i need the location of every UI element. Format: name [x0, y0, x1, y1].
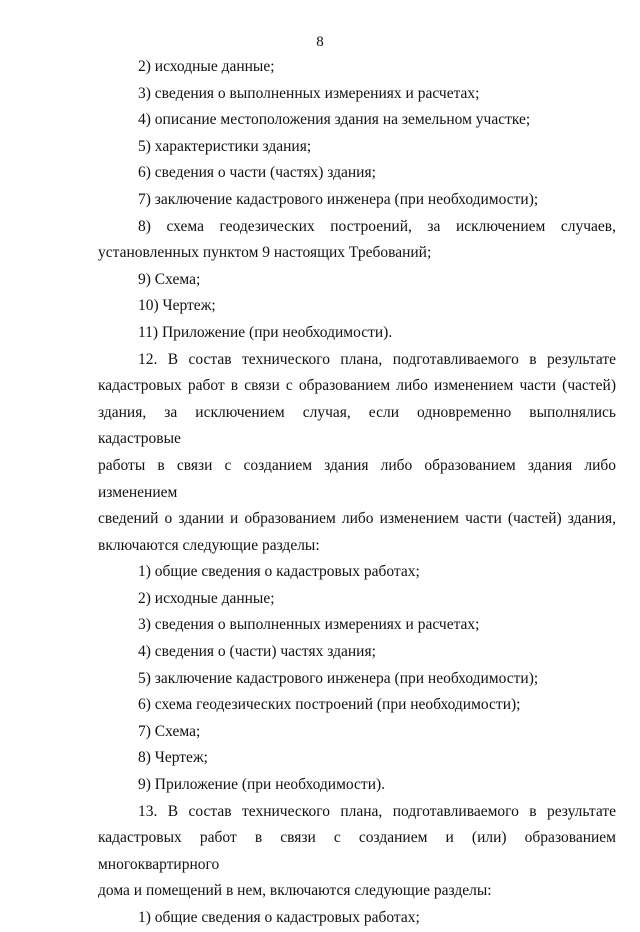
text-line: сведений о здании и образованием либо изменением части (частей) здания, — [98, 510, 616, 528]
text-line: дома и помещений в нем, включаются следующие разделы: — [98, 882, 492, 900]
text-line: 13. В состав технического плана, подготавливаемого в результате — [138, 802, 616, 820]
text-line: кадастровых работ в связи с образованием либо изменением части (частей) — [98, 377, 616, 395]
text-line: 6) сведения о части (частях) здания; — [138, 164, 376, 182]
text-line: 10) Чертеж; — [138, 297, 216, 315]
text-line: 2) исходные данные; — [138, 58, 275, 75]
document-body — [98, 54, 616, 932]
text-line: здания, за исключением случая, если одновременно выполнялись кадастровые — [98, 403, 616, 448]
text-line: 4) описание местоположения здания на земельном участке; — [138, 111, 531, 129]
text-line: 7) заключение кадастрового инженера (при необходимости); — [138, 190, 539, 208]
text-line: 9) Схема; — [138, 270, 201, 288]
text-line: 11) Приложение (при необходимости). — [138, 323, 393, 341]
text-line: 5) характеристики здания; — [138, 137, 312, 155]
text-line: 3) сведения о выполненных измерениях и расчетах; — [138, 84, 480, 102]
text-line: установленных пунктом 9 настоящих Требований; — [98, 244, 432, 262]
text-line: 6) схема геодезических построений (при необходимости); — [138, 696, 521, 714]
text-line: 5) заключение кадастрового инженера (при необходимости); — [138, 669, 539, 687]
text-line: кадастровых работ в связи с созданием и (или) образованием многоквартирного — [98, 829, 616, 873]
text-line: 9) Приложение (при необходимости). — [138, 776, 386, 794]
text-line: 1) общие сведения о кадастровых работах; — [138, 563, 420, 581]
text-line: 7) Схема; — [138, 722, 201, 740]
text-line: 2) исходные данные; — [138, 589, 275, 607]
text-line: 8) Чертеж; — [138, 749, 208, 767]
text-line: 8) схема геодезических построений, за исключением случаев, — [138, 217, 616, 235]
text-line: включаются следующие разделы: — [98, 536, 320, 554]
text-line: 12. В состав технического плана, подготавливаемого в результате — [138, 350, 616, 368]
text-line: 1) общие сведения о кадастровых работах; — [138, 909, 420, 926]
text-line: работы в связи с созданием здания либо образованием здания либо изменением — [98, 456, 616, 501]
text-line: 4) сведения о (части) частях здания; — [138, 643, 376, 661]
text-line: 3) сведения о выполненных измерениях и расчетах; — [138, 616, 480, 634]
page-number: 8 — [316, 34, 324, 50]
